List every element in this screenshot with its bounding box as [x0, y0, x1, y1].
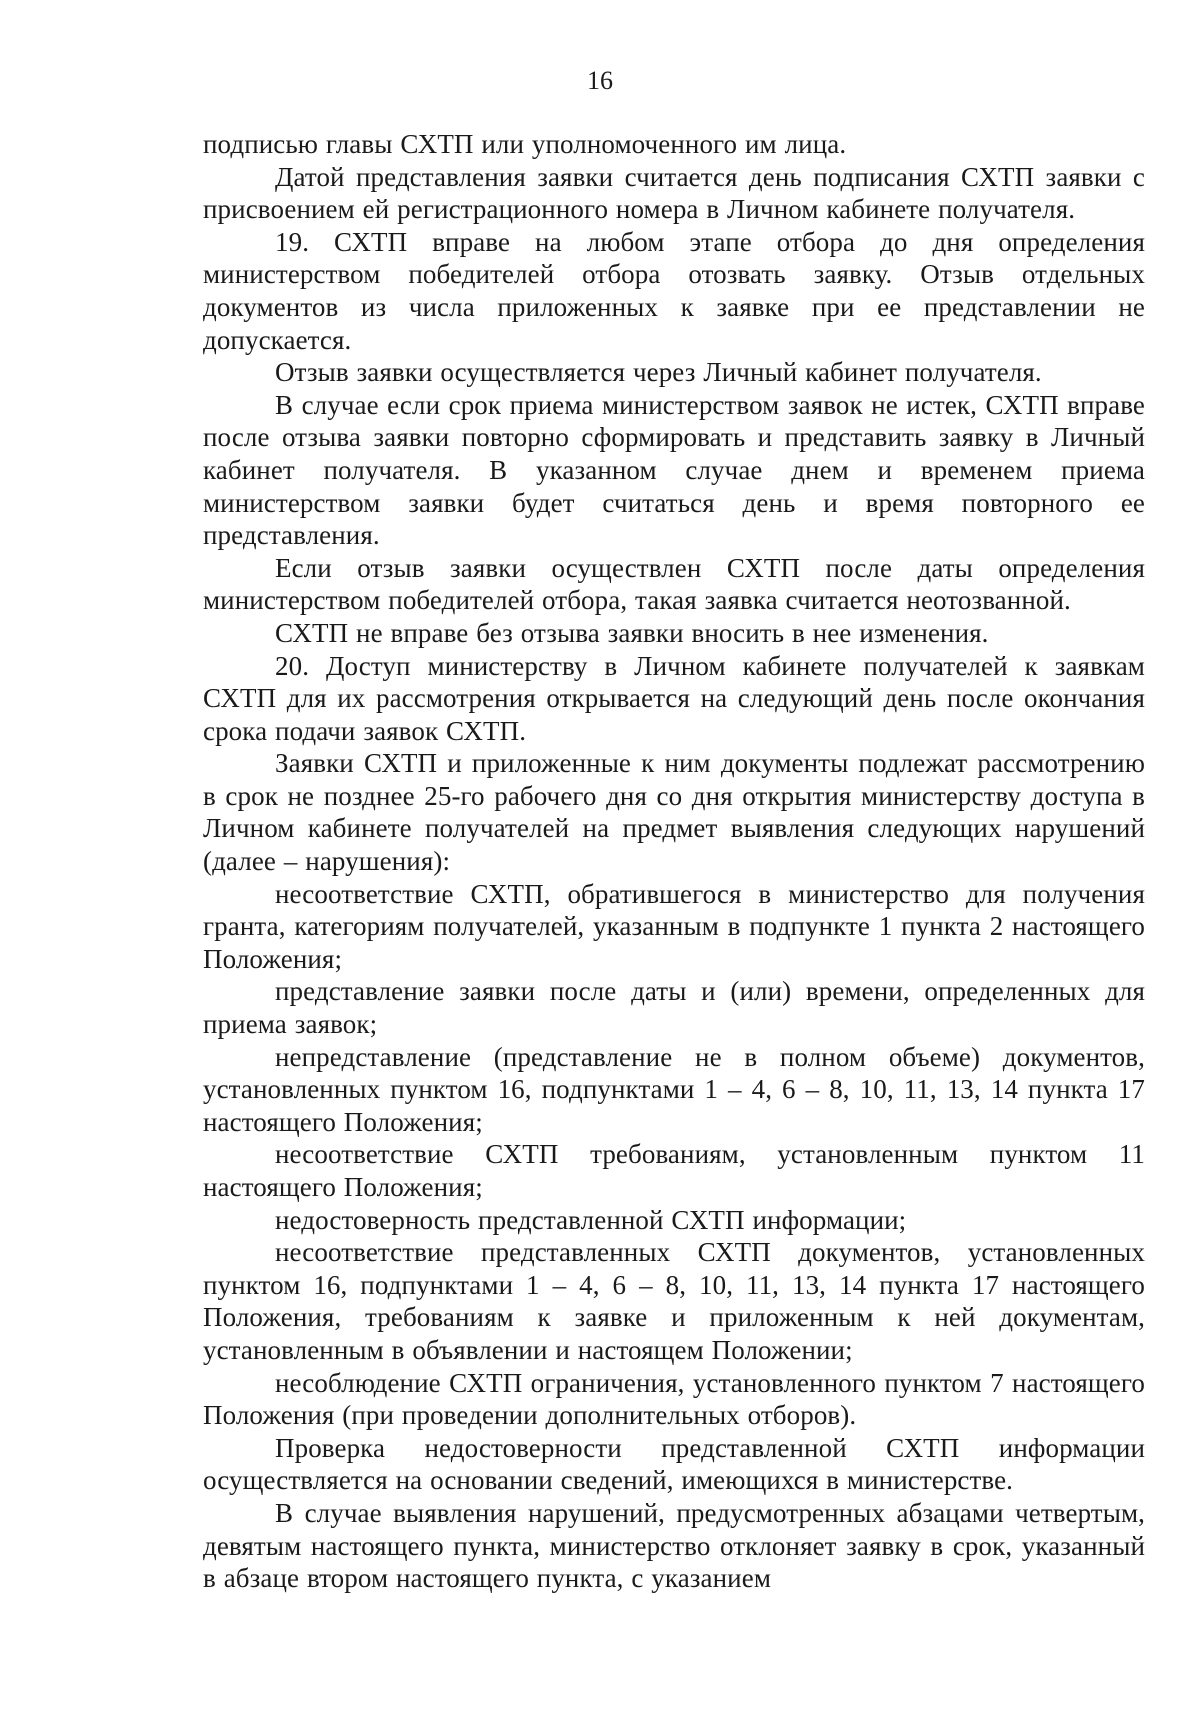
violation-item: недостоверность представленной СХТП информации; [275, 1204, 907, 1235]
paragraph: Проверка недостоверности представленной СХТП информации осуществляется на основании сведений, имеющихся в министерстве. [203, 1432, 1145, 1496]
violation-item: представление заявки после даты и (или) времени, определенных для приема заявок; [203, 976, 1145, 1040]
paragraph: СХТП не вправе без отзыва заявки вносить в нее изменения. [275, 617, 989, 648]
paragraph-item-19: 19. СХТП вправе на любом этапе отбора до дня определения министерством победителей отбора отозвать заявку. Отзыв отдельных документов из числа приложенных к заявке при ее представлении не допускается. [203, 226, 1145, 355]
page-number: 16 [587, 66, 613, 95]
violation-item: несоблюдение СХТП ограничения, установленного пунктом 7 настоящего Положения (при проведении дополнительных отборов). [203, 1367, 1145, 1431]
violation-item: несоответствие СХТП, обратившегося в министерство для получения гранта, категориям получателей, указанным в подпункте 1 пункта 2 настоящего Положения; [203, 878, 1145, 974]
paragraph-item-20: 20. Доступ министерству в Личном кабинете получателей к заявкам СХТП для их рассмотрения открывается на следующий день после окончания срока подачи заявок СХТП. [203, 650, 1145, 746]
violation-item: непредставление (представление не в полном объеме) документов, установленных пунктом 16, подпунктами 1 – 4, 6 – 8, 10, 11, 13, 14 пункта 17 настоящего Положения; [203, 1041, 1145, 1137]
paragraph: В случае выявления нарушений, предусмотренных абзацами четвертым, девятым настоящего пункта, министерство отклоняет заявку в срок, указанный в абзаце втором настоящего пункта, с указанием [203, 1497, 1145, 1594]
paragraph: Если отзыв заявки осуществлен СХТП после даты определения министерством победителей отбора, такая заявка считается неотозванной. [203, 552, 1145, 616]
paragraph: Заявки СХТП и приложенные к ним документы подлежат рассмотрению в срок не позднее 25-го рабочего дня со дня открытия министерству доступа в Личном кабинете получателей на предмет выявления следующих нарушений (далее – нарушения): [203, 748, 1145, 877]
document-body [203, 128, 1145, 1595]
paragraph: Датой представления заявки считается день подписания СХТП заявки с присвоением ей регистрационного номера в Личном кабинете получателя. [203, 161, 1145, 225]
paragraph-continuation: подписью главы СХТП или уполномоченного им лица. [203, 129, 847, 159]
violation-item: несоответствие представленных СХТП документов, установленных пунктом 16, подпунктами 1 – 4, 6 – 8, 10, 11, 13, 14 пункта 17 настоящего Положения, требованиям к заявке и приложенным к ней документам, установленным в объявлении и настоящем Положении; [203, 1237, 1145, 1365]
violation-item: несоответствие СХТП требованиям, установленным пунктом 11 настоящего Положения; [203, 1139, 1145, 1202]
paragraph: Отзыв заявки осуществляется через Личный кабинет получателя. [275, 357, 1042, 388]
paragraph: В случае если срок приема министерством заявок не истек, СХТП вправе после отзыва заявки повторно сформировать и представить заявку в Личный кабинет получателя. В указанном случае днем и временем приема министерством заявки будет считаться день и время повторного ее представления. [203, 389, 1145, 551]
